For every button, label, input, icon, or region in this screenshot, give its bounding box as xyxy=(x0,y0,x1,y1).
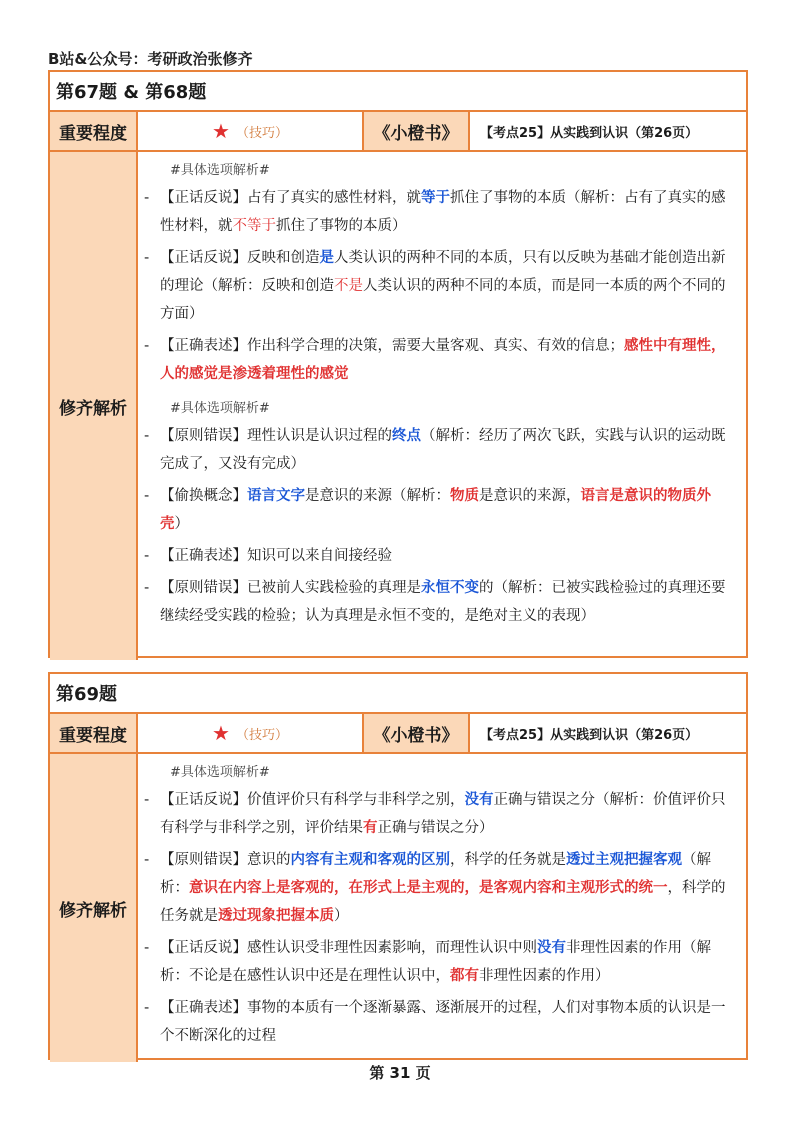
list-item: - 【原则错误】意识的内容有主观和客观的区别，科学的任务就是透过主观把握客观（解析：意识在内容上是客观的，在形式上是主观的，是客观内容和主观形式的统一，科学的任务就是透过现象把握本质） xyxy=(144,852,726,924)
list-item: - 【正确表述】事物的本质有一个逐渐暴露、逐渐展开的过程，人们对事物本质的认识是一个不断深化的过程 xyxy=(144,1000,726,1044)
meta-row xyxy=(50,112,746,152)
list-item: - 【原则错误】理性认识是认识过程的终点（解析：经历了两次飞跃，实践与认识的运动既完成了，又没有完成） xyxy=(144,428,726,472)
list-item: - 【正话反说】占有了真实的感性材料，就等于抓住了事物的本质（解析：占有了真实的感性材料，就不等于抓住了事物的本质） xyxy=(144,190,726,234)
knowledge-point: 【考点25】从实践到认识（第26页） xyxy=(480,727,699,743)
page-number: 第 31 页 xyxy=(369,1064,431,1082)
skill-tag: （技巧） xyxy=(235,125,288,141)
list-item: - 【正确表述】作出科学合理的决策，需要大量客观、真实、有效的信息；感性中有理性，人的感觉是渗透着理性的感觉 xyxy=(144,338,726,382)
analysis-row xyxy=(50,152,746,660)
skill-tag: （技巧） xyxy=(235,727,288,743)
analysis-label: 修齐解析 xyxy=(50,754,138,1062)
list-item: - 【正话反说】反映和创造是人类认识的两种不同的本质，只有以反映为基础才能创造出新的理论（解析：反映和创造不是人类认识的两种不同的本质，而是同一本质的两个不同的方面） xyxy=(144,250,726,322)
question-title: 第69题 xyxy=(50,674,746,714)
star-icon: ★ xyxy=(212,721,230,745)
star-icon: ★ xyxy=(212,119,230,143)
analysis-content xyxy=(138,152,746,660)
book-label: 《小橙书》 xyxy=(364,714,470,752)
subsection-heading: #具体选项解析# xyxy=(170,401,270,416)
importance-label: 重要程度 xyxy=(50,112,138,150)
analysis-content xyxy=(138,754,746,1062)
list-item: - 【偷换概念】语言文字是意识的来源（解析：物质是意识的来源，语言是意识的物质外壳） xyxy=(144,488,711,532)
subsection-heading: #具体选项解析# xyxy=(170,163,270,178)
analysis-label: 修齐解析 xyxy=(50,152,138,660)
list-item: - 【正话反说】感性认识受非理性因素影响，而理性认识中则没有非理性因素的作用（解析：不论是在感性认识中还是在理性认识中，都有非理性因素的作用） xyxy=(144,940,711,984)
question-block-67-68 xyxy=(48,70,748,658)
question-title: 第67题 & 第68题 xyxy=(50,72,746,112)
importance-label: 重要程度 xyxy=(50,714,138,752)
analysis-row xyxy=(50,754,746,1062)
knowledge-point: 【考点25】从实践到认识（第26页） xyxy=(480,125,699,141)
importance-rating xyxy=(138,714,364,752)
page-header: B站&公众号：考研政治张修齐 xyxy=(48,50,253,68)
importance-rating xyxy=(138,112,364,150)
book-label: 《小橙书》 xyxy=(364,112,470,150)
list-item: - 【正话反说】价值评价只有科学与非科学之别，没有正确与错误之分（解析：价值评价只有科学与非科学之别，评价结果有正确与错误之分） xyxy=(144,792,726,836)
question-block-69 xyxy=(48,672,748,1060)
list-item: - 【正确表述】知识可以来自间接经验 xyxy=(144,548,392,564)
list-item: - 【原则错误】已被前人实践检验的真理是永恒不变的（解析：已被实践检验过的真理还要继续经受实践的检验；认为真理是永恒不变的，是绝对主义的表现） xyxy=(144,580,726,624)
subsection-heading: #具体选项解析# xyxy=(170,765,270,780)
meta-row xyxy=(50,714,746,754)
